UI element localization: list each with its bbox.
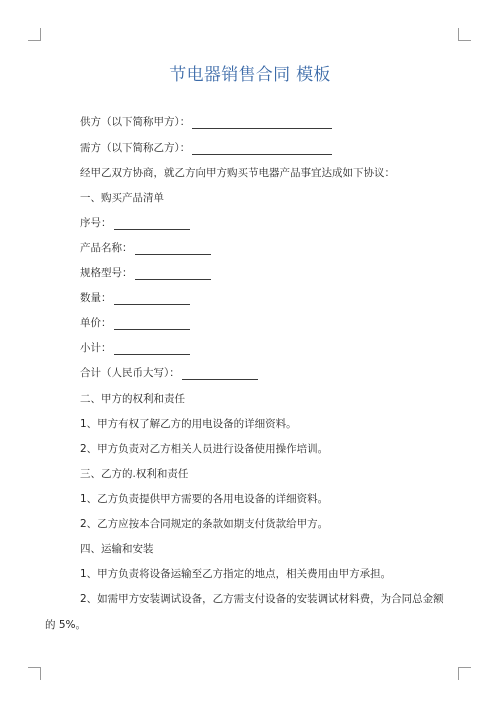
- supplier-line: [80, 115, 332, 129]
- supplier-label: 供方（以下简称甲方）：: [80, 116, 191, 128]
- document-title: 节电器销售合同 模板: [169, 65, 331, 85]
- crop-mark-top-right: [458, 28, 471, 41]
- unit-price-blank[interactable]: [114, 318, 190, 330]
- field-product-name: 产品名称：: [80, 241, 211, 255]
- buyer-blank[interactable]: [192, 143, 332, 155]
- supplier-blank[interactable]: [192, 117, 332, 129]
- section3-heading: 三、乙方的.权利和责任: [80, 468, 189, 480]
- section4-heading: 四、运输和安装: [80, 543, 154, 555]
- field-total: 合计（人民币大写）：: [80, 366, 258, 380]
- crop-mark-top-left: [28, 28, 41, 41]
- serial-blank[interactable]: [114, 218, 190, 230]
- buyer-label: 需方（以下简称乙方）：: [80, 142, 191, 154]
- spec-model-blank[interactable]: [135, 268, 211, 280]
- section4-item-2: 2、如需甲方安装调试设备，乙方需支付设备的安装调试材料费，为合同总金额: [80, 593, 444, 605]
- field-spec-model: 规格型号：: [80, 266, 211, 280]
- section3-item-2: 2、乙方应按本合同规定的条款如期支付货款给甲方。: [80, 518, 329, 530]
- section2-item-1: 1、甲方有权了解乙方的用电设备的详细资料。: [80, 418, 297, 430]
- buyer-line: [80, 141, 332, 155]
- field-subtotal: 小计：: [80, 341, 190, 355]
- intro-text: 经甲乙双方协商，就乙方向甲方购买节电器产品事宜达成如下协议：: [80, 167, 395, 179]
- field-quantity: 数量：: [80, 291, 190, 305]
- section2-heading: 二、甲方的权利和责任: [80, 393, 185, 405]
- total-blank[interactable]: [182, 368, 258, 380]
- product-name-blank[interactable]: [135, 243, 211, 255]
- quantity-blank[interactable]: [114, 293, 190, 305]
- section3-item-1: 1、乙方负责提供甲方需要的各用电设备的详细资料。: [80, 493, 329, 505]
- crop-mark-bottom-right: [458, 667, 471, 680]
- section4-item-2-continued: 的 5%。: [45, 619, 86, 631]
- crop-mark-bottom-left: [28, 667, 41, 680]
- section1-heading: 一、购买产品清单: [80, 192, 164, 204]
- section4-item-1: 1、甲方负责将设备运输至乙方指定的地点，相关费用由甲方承担。: [80, 568, 392, 580]
- section2-item-2: 2、甲方负责对乙方相关人员进行设备使用操作培训。: [80, 443, 329, 455]
- field-unit-price: 单价：: [80, 316, 190, 330]
- field-serial: 序号：: [80, 216, 190, 230]
- subtotal-blank[interactable]: [114, 343, 190, 355]
